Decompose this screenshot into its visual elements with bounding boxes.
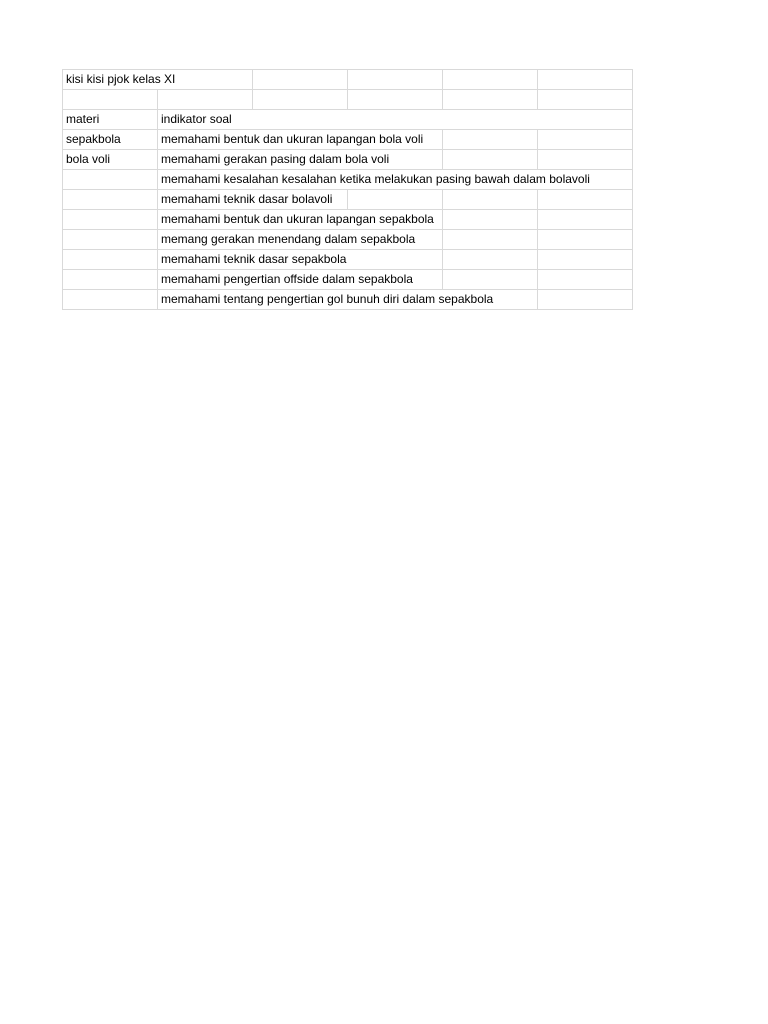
table-row <box>63 230 633 250</box>
materi-cell <box>63 230 158 250</box>
empty-row <box>63 90 633 110</box>
table-cell <box>443 130 538 150</box>
materi-cell <box>63 290 158 310</box>
indikator-cell: memahami teknik dasar sepakbola <box>158 250 443 270</box>
table-cell <box>443 70 538 90</box>
sheet-title: kisi kisi pjok kelas XI <box>63 70 253 90</box>
table-cell <box>348 190 443 210</box>
indikator-cell: memang gerakan menendang dalam sepakbola <box>158 230 443 250</box>
table-cell <box>538 70 633 90</box>
table-cell <box>538 190 633 210</box>
table-cell <box>443 150 538 170</box>
materi-cell: sepakbola <box>63 130 158 150</box>
table-cell <box>538 210 633 230</box>
indikator-cell: memahami gerakan pasing dalam bola voli <box>158 150 443 170</box>
table-cell <box>443 90 538 110</box>
table-cell <box>538 130 633 150</box>
table-row <box>63 170 633 190</box>
materi-cell <box>63 170 158 190</box>
table-row <box>63 190 633 210</box>
table-cell <box>538 230 633 250</box>
title-row <box>63 70 633 90</box>
header-materi: materi <box>63 110 158 130</box>
table-row <box>63 130 633 150</box>
materi-cell: bola voli <box>63 150 158 170</box>
materi-cell <box>63 270 158 290</box>
indikator-cell: memahami teknik dasar bolavoli <box>158 190 348 210</box>
indikator-cell: memahami pengertian offside dalam sepakbola <box>158 270 443 290</box>
table-cell <box>348 70 443 90</box>
materi-cell <box>63 190 158 210</box>
indikator-cell: memahami tentang pengertian gol bunuh diri dalam sepakbola <box>158 290 538 310</box>
table-cell <box>443 190 538 210</box>
table-cell <box>538 270 633 290</box>
table-row <box>63 150 633 170</box>
table-cell <box>253 90 348 110</box>
indikator-cell: memahami bentuk dan ukuran lapangan bola voli <box>158 130 443 150</box>
table-cell <box>538 150 633 170</box>
table-cell <box>158 90 253 110</box>
table-cell <box>443 270 538 290</box>
table-row <box>63 270 633 290</box>
indikator-cell: memahami kesalahan kesalahan ketika melakukan pasing bawah dalam bolavoli <box>158 170 633 190</box>
table-cell <box>538 250 633 270</box>
spreadsheet-table <box>62 69 633 310</box>
table-cell <box>348 90 443 110</box>
table-cell <box>253 70 348 90</box>
table-cell <box>443 210 538 230</box>
header-indikator: indikator soal <box>158 110 633 130</box>
table-cell <box>538 290 633 310</box>
table-cell <box>443 250 538 270</box>
materi-cell <box>63 210 158 230</box>
table-cell <box>443 230 538 250</box>
table-row <box>63 250 633 270</box>
table-cell <box>538 90 633 110</box>
table-cell <box>63 90 158 110</box>
materi-cell <box>63 250 158 270</box>
indikator-cell: memahami bentuk dan ukuran lapangan sepakbola <box>158 210 443 230</box>
table-row <box>63 290 633 310</box>
table-row <box>63 210 633 230</box>
header-row <box>63 110 633 130</box>
